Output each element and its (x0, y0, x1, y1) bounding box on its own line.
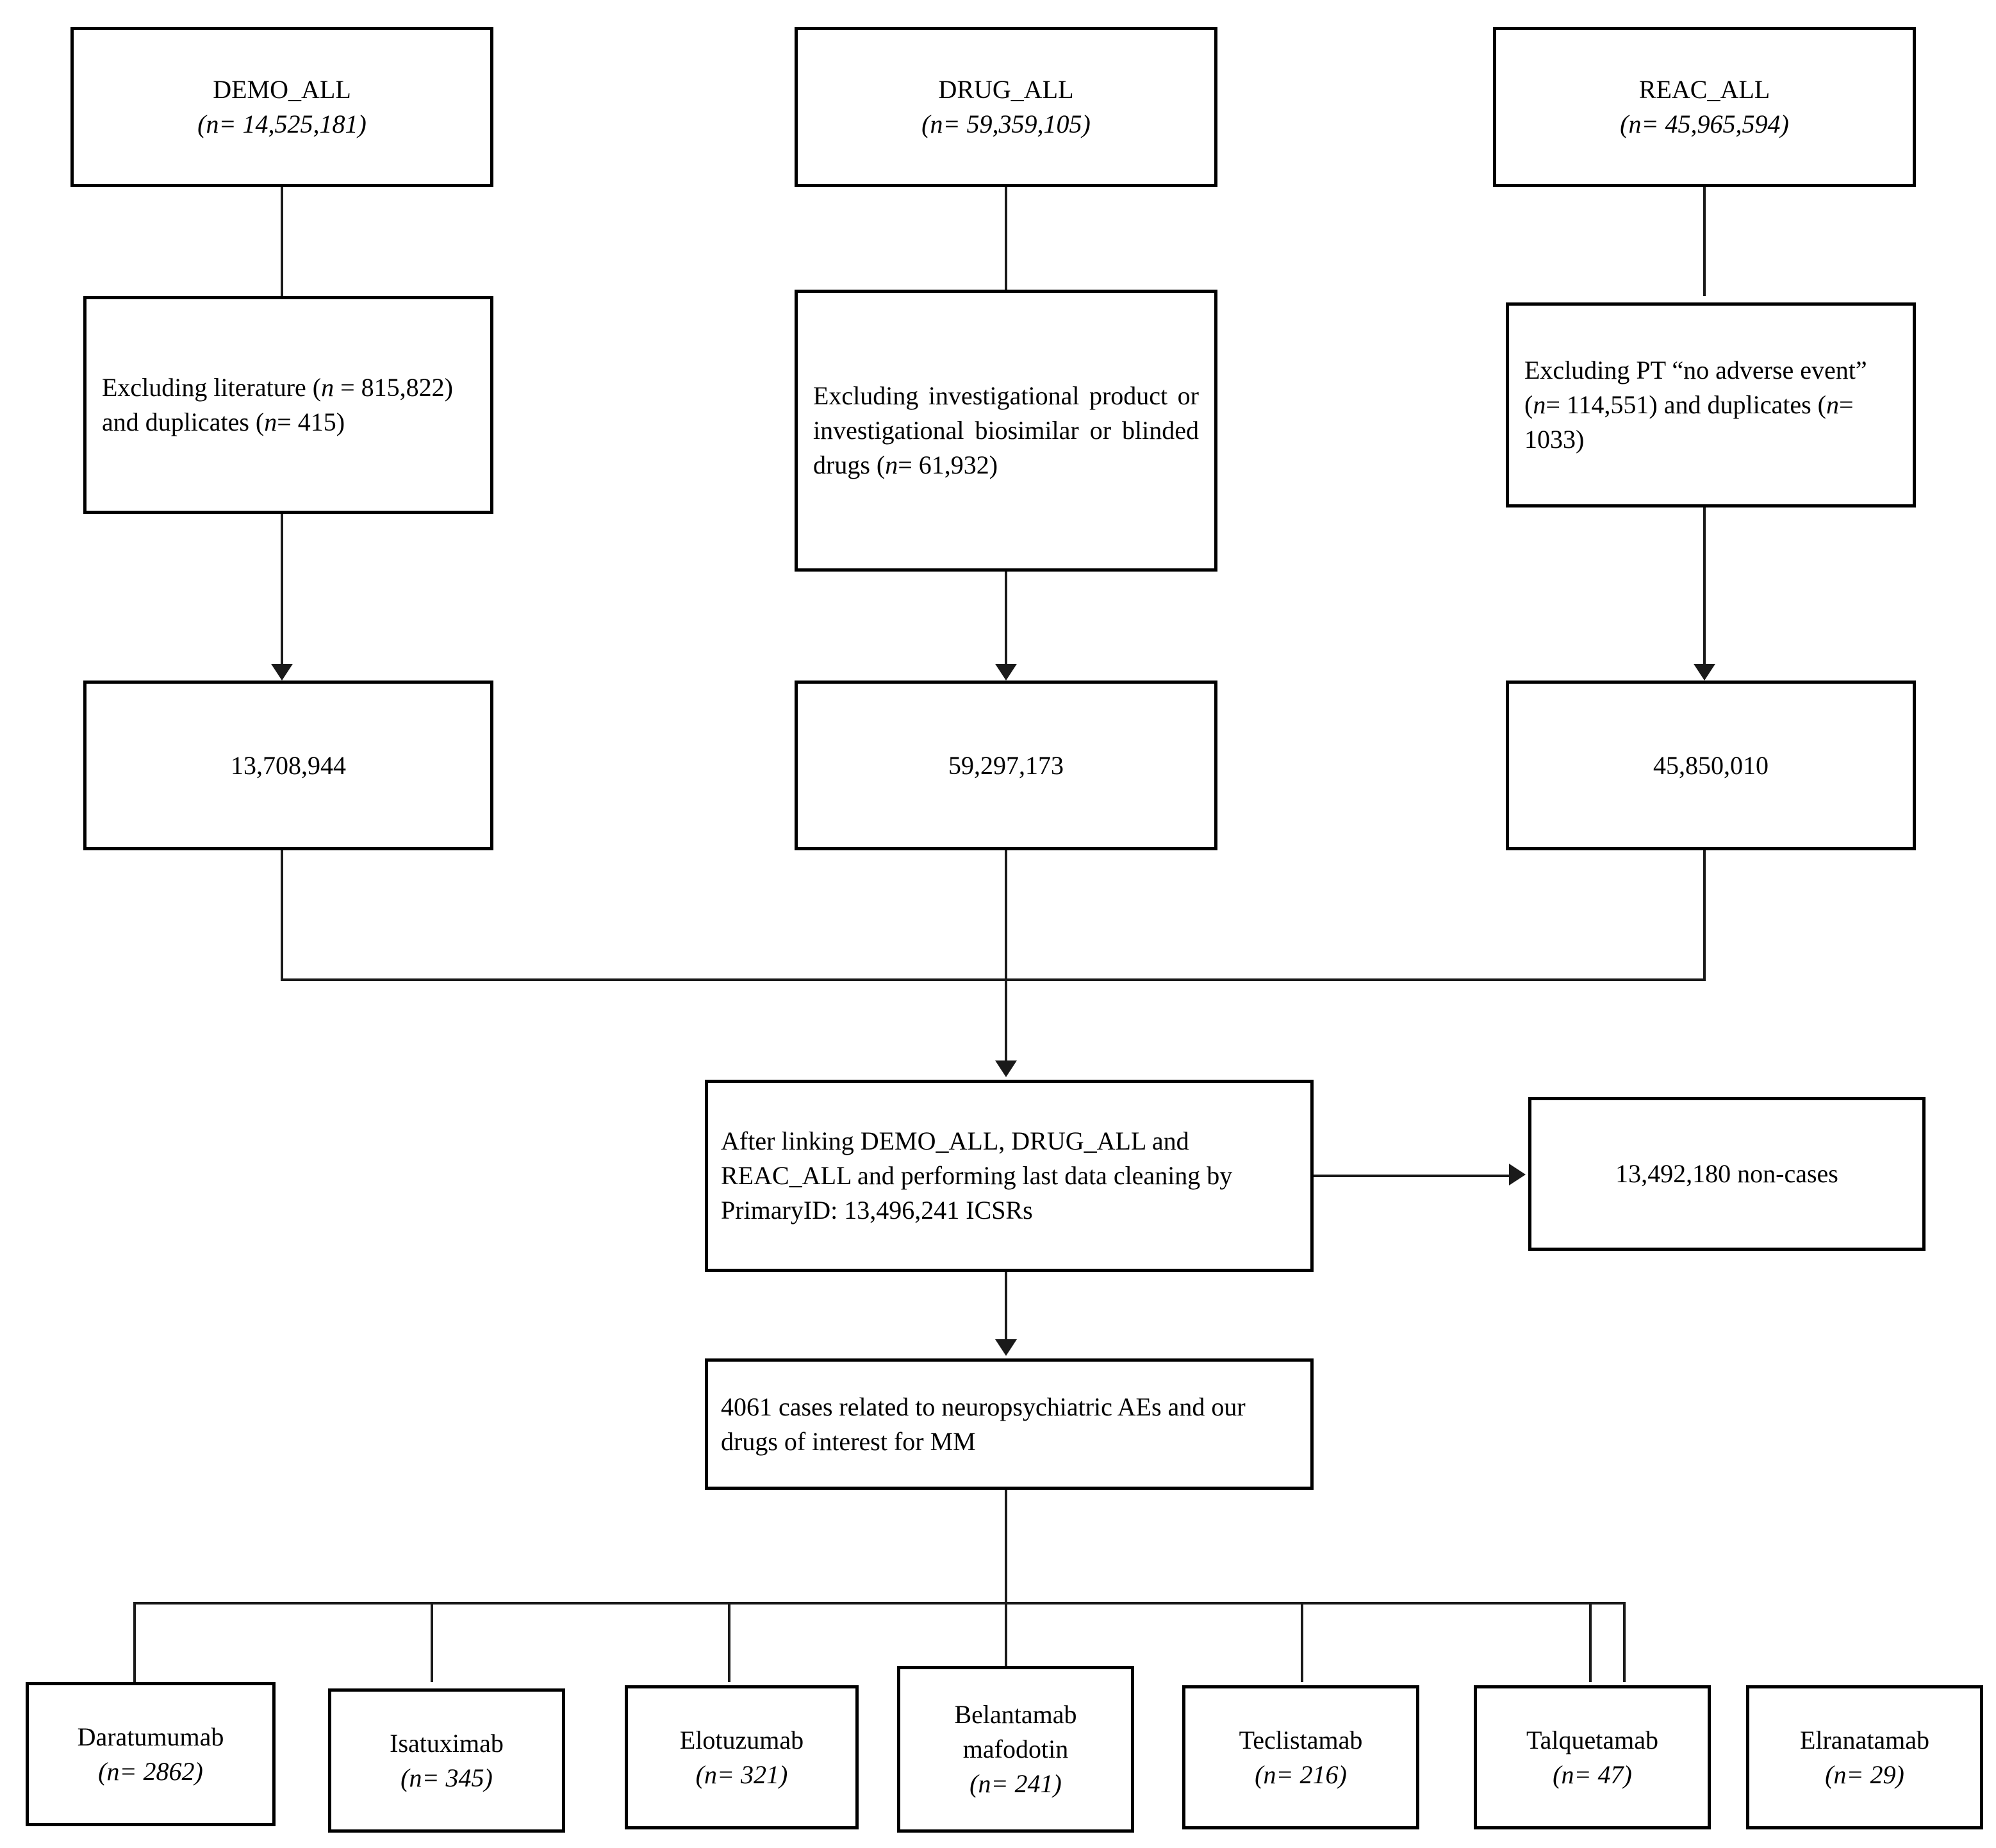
exclusion-box-drug: Excluding investigational product or investigational biosimilar or blinded drugs (n= 61,932) (795, 290, 1217, 572)
drug-box-talquetamab (1474, 1685, 1711, 1829)
cases-text: 4061 cases related to neuropsychiatric AEs and our drugs of interest for MM (721, 1392, 1246, 1456)
drug-count-elotuzumab: (n= 321) (695, 1760, 788, 1789)
arrowhead-drug-count (995, 664, 1017, 681)
merge-bus (281, 978, 1706, 981)
drug-count-belantamab-mafodotin: (n= 241) (969, 1769, 1062, 1798)
connector-linking-to-cases (1005, 1272, 1007, 1342)
source-name-demo-all: DEMO_ALL (213, 75, 351, 104)
connector-linking-to-noncases (1314, 1175, 1512, 1177)
arrowhead-noncases (1509, 1164, 1526, 1185)
merge-stem-reac (1703, 850, 1706, 978)
drop-talquetamab (1589, 1602, 1592, 1682)
source-box-demo-all (70, 27, 493, 187)
drop-elranatamab-2 (1623, 1602, 1626, 1682)
remaining-box-drug (795, 681, 1217, 850)
source-count-reac-all: (n= 45,965,594) (1620, 110, 1789, 138)
drug-name-elranatamab: Elranatamab (1799, 1725, 1930, 1754)
connector-reac-to-exclusion (1703, 187, 1706, 296)
non-cases-text: 13,492,180 non-cases (1615, 1159, 1838, 1188)
drug-count-daratumumab: (n= 2862) (98, 1756, 203, 1786)
drug-box-teclistamab (1182, 1685, 1419, 1829)
remaining-box-demo (83, 681, 493, 850)
drug-distribution-bus (133, 1602, 1623, 1605)
connector-exclusion-reac-to-count (1703, 507, 1706, 668)
drop-isatuximab (431, 1602, 433, 1682)
drop-belantamab (1005, 1602, 1007, 1666)
source-count-demo-all: (n= 14,525,181) (197, 110, 367, 138)
merge-stem-demo (281, 850, 283, 978)
linking-text: After linking DEMO_ALL, DRUG_ALL and REAC_ALL and performing last data cleaning by PrimaryID: 13,496,241 ICSRs (721, 1126, 1233, 1225)
linking-box (705, 1080, 1314, 1272)
source-name-reac-all: REAC_ALL (1638, 75, 1770, 104)
arrowhead-cases (995, 1339, 1017, 1356)
exclusion-box-reac: Excluding PT “no adverse event” (n= 114,551) and duplicates (n= 1033) (1506, 302, 1916, 507)
drug-count-talquetamab: (n= 47) (1553, 1760, 1632, 1789)
source-box-drug-all (795, 27, 1217, 187)
drug-box-elranatamab (1746, 1685, 1983, 1829)
connector-exclusion-drug-to-count (1005, 572, 1007, 668)
drug-count-isatuximab: (n= 345) (400, 1763, 493, 1792)
remaining-value-demo: 13,708,944 (231, 750, 346, 780)
arrowhead-linking (995, 1060, 1017, 1077)
non-cases-box (1528, 1097, 1926, 1251)
remaining-value-drug: 59,297,173 (948, 750, 1064, 780)
source-box-reac-all (1493, 27, 1916, 187)
cases-box (705, 1358, 1314, 1490)
drug-name-talquetamab: Talquetamab (1526, 1725, 1658, 1754)
drug-count-teclistamab: (n= 216) (1255, 1760, 1347, 1789)
drop-daratumumab (133, 1602, 136, 1682)
arrowhead-demo-count (271, 664, 293, 681)
drop-teclistamab (1301, 1602, 1303, 1682)
drop-elotuzumab (728, 1602, 730, 1682)
drug-name-isatuximab: Isatuximab (390, 1728, 504, 1758)
drug-box-isatuximab (328, 1688, 565, 1833)
source-count-drug-all: (n= 59,359,105) (921, 110, 1091, 138)
remaining-value-reac: 45,850,010 (1653, 750, 1769, 780)
connector-cases-to-bus (1005, 1490, 1007, 1602)
source-name-drug-all: DRUG_ALL (938, 75, 1074, 104)
drug-name-belantamab-mafodotin: Belantamab mafodotin (954, 1700, 1077, 1763)
connector-demo-to-exclusion (281, 187, 283, 296)
drug-name-teclistamab: Teclistamab (1239, 1725, 1363, 1754)
drug-box-belantamab-mafodotin (897, 1666, 1134, 1833)
arrowhead-reac-count (1694, 664, 1715, 681)
connector-drug-to-exclusion (1005, 187, 1007, 296)
remaining-box-reac (1506, 681, 1916, 850)
drug-count-elranatamab: (n= 29) (1825, 1760, 1904, 1789)
merge-down-to-linking (1005, 978, 1007, 1065)
drug-name-daratumumab: Daratumumab (77, 1722, 224, 1751)
drug-box-elotuzumab (625, 1685, 859, 1829)
connector-exclusion-demo-to-count (281, 514, 283, 668)
drug-name-elotuzumab: Elotuzumab (679, 1725, 804, 1754)
drug-box-daratumumab (26, 1682, 276, 1826)
merge-stem-drug (1005, 850, 1007, 978)
exclusion-box-demo: Excluding literature (n = 815,822) and duplicates (n= 415) (83, 296, 493, 514)
